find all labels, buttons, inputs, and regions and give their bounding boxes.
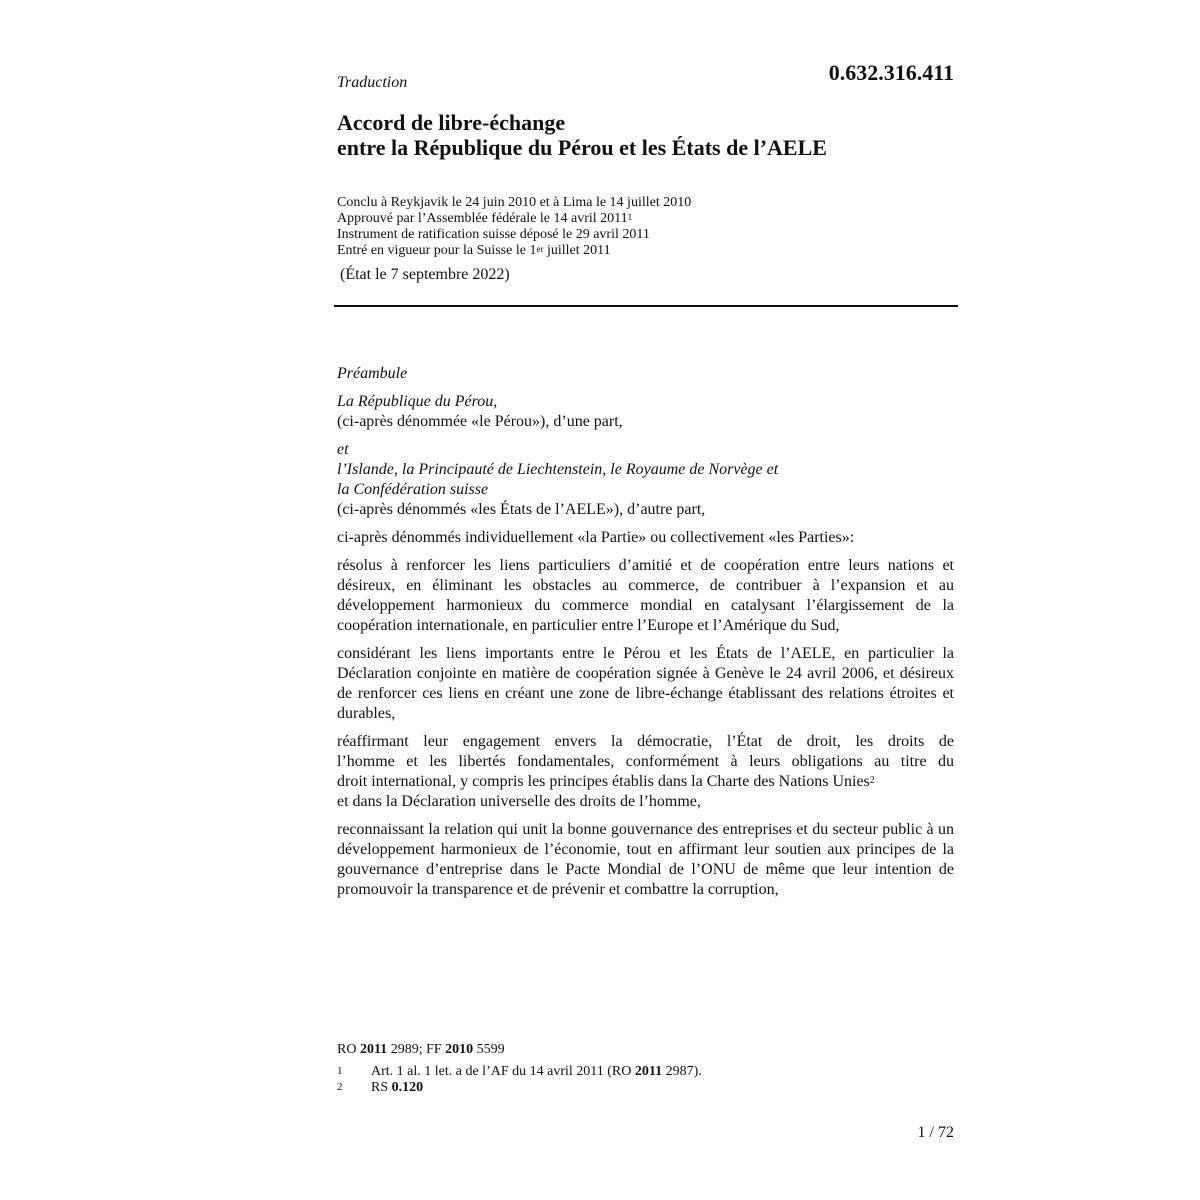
party-efta-name-line-1: l’Islande, la Principauté de Liechtenstein, le Royaume de Norvège et (337, 461, 779, 478)
recital-reaffirming-line-2: l’homme et les libertés fondamentales, conformément à leurs obligations au titre du (337, 753, 954, 770)
party-efta-name-line-2: la Confédération suisse (337, 481, 489, 498)
recital-reaffirming-line-1: réaffirmant leur engagement envers la démocratie, l’État de droit, les droits de (337, 733, 954, 750)
ro-page: 2989; FF (387, 1042, 446, 1057)
entry-text-b: juillet 2011 (543, 243, 611, 258)
entry-text-a: Entré en vigueur pour la Suisse le 1 (337, 243, 537, 258)
preamble-section (337, 364, 954, 900)
recital-considering: considérant les liens importants entre le Pérou et les États de l’AELE, en particulier la Déclaration conjointe en matière de coopération signée à Genève le 24 avril 2006, et désireux de renforcer ces liens en créant une zone de libre-échange établissant des relations étroites et durables, (337, 645, 954, 722)
party-efta-description: (ci-après dénommés «les États de l’AELE»), d’autre part, (337, 501, 706, 518)
rs-number: 0.632.316.411 (828, 60, 954, 85)
footnote-1-year: 2011 (634, 1064, 663, 1079)
ff-year: 2010 (445, 1042, 474, 1057)
footnotes (337, 1042, 702, 1096)
footnote-1-number: 1 (337, 1065, 343, 1077)
translation-label: Traduction (337, 74, 408, 91)
party-peru-name: La République du Pérou, (337, 393, 498, 410)
recital-resolved: résolus à renforcer les liens particuliers d’amitié et de coopération entre leurs nations et désireux, en éliminant les obstacles au commerce, de contribuer à l’expansion et au développement harmonieux du commerce mondial en catalysant l’élargissement de la coopération internationale, en particulier entre l’Europe et l’Amérique du Sud, (337, 557, 954, 634)
document-metadata (337, 195, 691, 259)
footnote-2-rs-number[interactable]: 0.120 (391, 1080, 424, 1095)
footnote-1-text-b: 2987). (662, 1064, 702, 1079)
footnote-1 (337, 1064, 702, 1080)
document-title (337, 110, 827, 160)
preamble-heading: Préambule (337, 365, 408, 382)
header-divider (334, 305, 958, 307)
conjunction-et: et (337, 441, 349, 458)
footnote-2-text (371, 1080, 423, 1096)
ordinal-suffix: er (536, 244, 544, 254)
party-peru-description: (ci-après dénommée «le Pérou»), d’une part, (337, 413, 623, 430)
title-line-1: Accord de libre-échange (337, 110, 566, 135)
status-date: (État le 7 septembre 2022) (340, 266, 510, 283)
ratification-line: Instrument de ratification suisse déposé le 29 avril 2011 (337, 227, 650, 242)
page-number: 1 / 72 (917, 1124, 954, 1141)
footnote-2-text-a: RS (371, 1080, 392, 1095)
publication-reference (337, 1042, 702, 1058)
entry-into-force-line (337, 243, 691, 259)
ro-label: RO (337, 1042, 360, 1057)
title-line-2: entre la République du Pérou et les États de l’AELE (337, 135, 827, 160)
footnote-ref-2[interactable]: 2 (869, 775, 875, 786)
recital-reaffirming-line-3-text: droit international, y compris les principes établis dans la Charte des Nations Unies (337, 773, 870, 790)
recital-reaffirming (337, 732, 954, 812)
recital-reaffirming-line-3 (337, 772, 954, 792)
concluded-line: Conclu à Reykjavik le 24 juin 2010 et à Lima le 14 juillet 2010 (337, 195, 692, 210)
ff-page: 5599 (473, 1042, 505, 1057)
footnote-ref-1[interactable]: 1 (627, 212, 633, 222)
approved-line (337, 211, 691, 227)
approved-text: Approuvé par l’Assemblée fédérale le 14 avril 2011 (337, 211, 628, 226)
recital-recognizing: reconnaissant la relation qui unit la bonne gouvernance des entreprises et du secteur public à un développement harmonieux de l’économie, tout en affirmant leur soutien aux principes de la gouvernance d’entreprise dans le Pacte Mondial de l’ONU de même que leur intention de promouvoir la transparence et de prévenir et combattre la corruption, (337, 821, 954, 898)
recital-reaffirming-line-4: et dans la Déclaration universelle des droits de l’homme, (337, 793, 701, 810)
footnote-1-text-a: Art. 1 al. 1 let. a de l’AF du 14 avril 2011 (RO (371, 1064, 635, 1079)
footnote-1-text (371, 1064, 702, 1080)
footnote-2-number: 2 (337, 1081, 343, 1093)
collective-designation: ci-après dénommés individuellement «la Partie» ou collectivement «les Parties»: (337, 529, 855, 546)
ro-year: 2011 (359, 1042, 388, 1057)
footnote-2 (337, 1080, 702, 1096)
